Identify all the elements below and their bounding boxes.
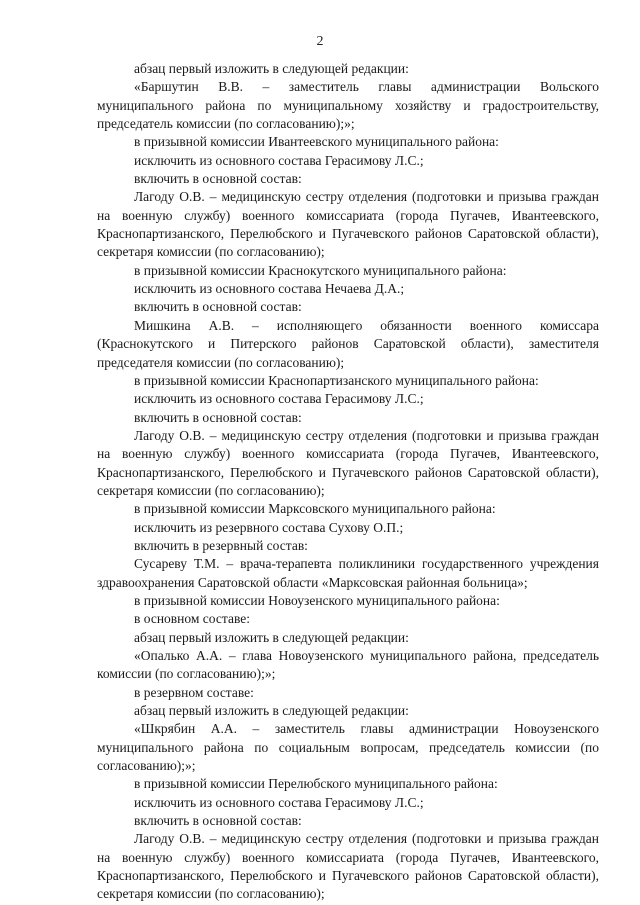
paragraph-23: абзац первый изложить в следующей редакции:: [134, 703, 409, 719]
paragraph-15: исключить из резервного состава Сухову О.П.;: [134, 519, 404, 535]
paragraph-14: в призывной комиссии Марксовского муниципального района:: [134, 501, 496, 517]
paragraph-26: исключить из основного состава Герасимову Л.С.;: [134, 794, 424, 810]
paragraph-25: в призывной комиссии Перелюбского муниципального района:: [134, 776, 498, 792]
paragraph-18: в призывной комиссии Новоузенского муниципального района:: [134, 592, 500, 608]
paragraph-28: Лагоду О.В. – медицинскую сестру отделения (подготовки и призыва граждан на военную службу) военного комиссариата (города Пугачев, Ивантеевского, Краснопартизанского, Перелюбского и Пугачевского районов Саратовской области), секретаря комиссии (по согласованию);: [97, 831, 599, 902]
paragraph-11: исключить из основного состава Герасимову Л.С.;: [134, 391, 424, 407]
paragraph-6: в призывной комиссии Краснокутского муниципального района:: [134, 262, 507, 278]
paragraph-19: в основном составе:: [134, 611, 250, 627]
paragraph-22: в резервном составе:: [134, 684, 254, 700]
paragraph-7: исключить из основного состава Нечаева Д.А.;: [134, 281, 405, 297]
paragraph-13: Лагоду О.В. – медицинскую сестру отделения (подготовки и призыва граждан на военную службу) военного комиссариата (города Пугачев, Ивантеевского, Краснопартизанского, Перелюбского и Пугачевского районов Саратовской области), секретаря комиссии (по согласованию);: [97, 427, 599, 498]
paragraph-21: «Опалько А.А. – глава Новоузенского муниципального района, председатель комиссии (по согласованию);»;: [97, 648, 599, 682]
paragraph-5: Лагоду О.В. – медицинскую сестру отделения (подготовки и призыва граждан на военную службу) военного комиссариата (города Пугачев, Ивантеевского, Краснопартизанского, Перелюбского и Пугачевского районов Саратовской области), секретаря комиссии (по согласованию);: [97, 189, 599, 260]
paragraph-12: включить в основной состав:: [134, 409, 302, 425]
paragraph-0: абзац первый изложить в следующей редакции:: [134, 61, 409, 76]
paragraph-17: Сусареву Т.М. – врача-терапевта поликлиники государственного учреждения здравоохранения Саратовской области «Марксовская районная больница»;: [97, 556, 599, 590]
paragraph-8: включить в основной состав:: [134, 299, 302, 315]
paragraph-2: в призывной комиссии Ивантеевского муниципального района:: [134, 134, 499, 150]
paragraph-16: включить в резервный состав:: [134, 537, 308, 553]
document-body: [97, 60, 599, 904]
paragraph-4: включить в основной состав:: [134, 171, 302, 187]
paragraph-24: «Шкрябин А.А. – заместитель главы администрации Новоузенского муниципального района по социальным вопросам, председатель комиссии (по согласованию);»;: [97, 721, 599, 774]
paragraph-27: включить в основной состав:: [134, 813, 302, 829]
paragraph-1: «Баршутин В.В. – заместитель главы администрации Вольского муниципального района по муниципальному хозяйству и градостроительству, председатель комиссии (по согласованию);»;: [97, 79, 599, 132]
page-number: 2: [316, 34, 324, 49]
paragraph-9: Мишкина А.В. – исполняющего обязанности военного комиссара (Краснокутского и Питерского районов Саратовской области), заместителя председателя комиссии (по согласованию);: [97, 317, 599, 370]
paragraph-3: исключить из основного состава Герасимову Л.С.;: [134, 152, 424, 168]
paragraph-20: абзац первый изложить в следующей редакции:: [134, 629, 409, 645]
paragraph-10: в призывной комиссии Краснопартизанского муниципального района:: [134, 372, 539, 388]
